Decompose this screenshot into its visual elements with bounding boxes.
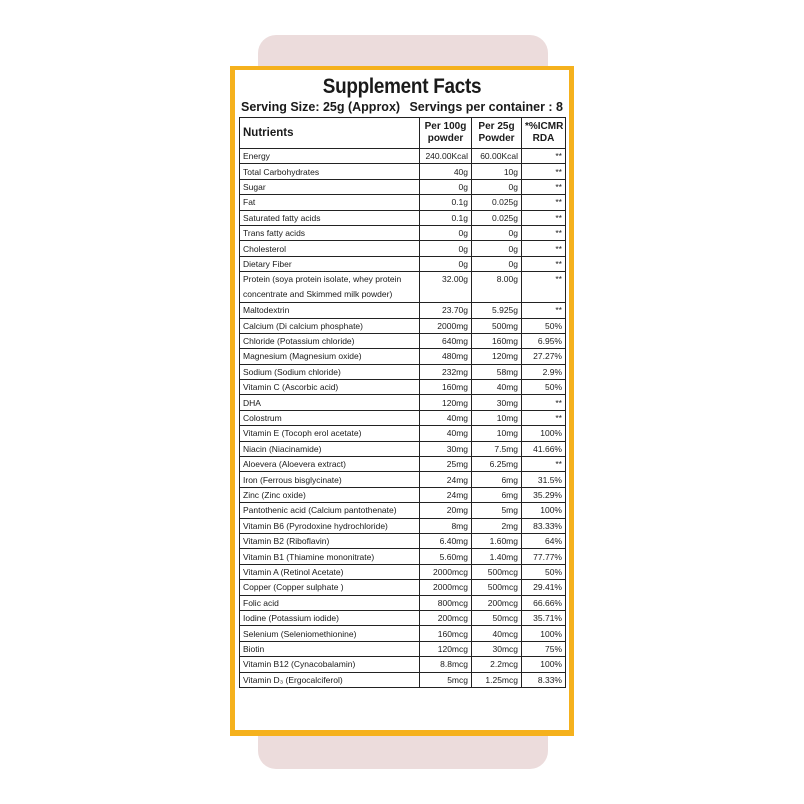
table-row	[240, 225, 566, 240]
nutrient-name: Maltodextrin	[240, 303, 420, 318]
table-row	[240, 256, 566, 271]
rda-value: 77.77%	[522, 549, 566, 564]
rda-value: 8.33%	[522, 672, 566, 687]
nutrient-name: Total Carbohydrates	[240, 164, 420, 179]
serving-info	[239, 100, 565, 115]
nutrient-name: Niacin (Niacinamide)	[240, 441, 420, 456]
per-25g-value: 10mg	[472, 426, 522, 441]
table-row	[240, 641, 566, 656]
header-nutrients: Nutrients	[240, 118, 420, 149]
table-row	[240, 626, 566, 641]
per-25g-value: 0g	[472, 241, 522, 256]
per-25g-value: 500mcg	[472, 580, 522, 595]
per-100g-value: 2000mcg	[420, 564, 472, 579]
per-25g-value: 120mg	[472, 349, 522, 364]
per-25g-value: 58mg	[472, 364, 522, 379]
table-row	[240, 241, 566, 256]
rda-value: **	[522, 164, 566, 179]
header-rda-line1: *%ICMR	[525, 121, 564, 132]
header-per-100g	[420, 118, 472, 149]
per-100g-value: 0g	[420, 241, 472, 256]
per-100g-value: 24mg	[420, 472, 472, 487]
table-row	[240, 457, 566, 472]
rda-value: **	[522, 195, 566, 210]
rda-value: 75%	[522, 641, 566, 656]
per-100g-value: 5.60mg	[420, 549, 472, 564]
rda-value: **	[522, 457, 566, 472]
table-row	[240, 395, 566, 410]
per-100g-value: 0g	[420, 179, 472, 194]
nutrient-name: Zinc (Zinc oxide)	[240, 487, 420, 502]
nutrient-name: DHA	[240, 395, 420, 410]
rda-value: 35.29%	[522, 487, 566, 502]
per-25g-value: 50mcg	[472, 610, 522, 625]
table-row	[240, 549, 566, 564]
rda-value: **	[522, 410, 566, 425]
per-100g-value: 5mcg	[420, 672, 472, 687]
per-100g-value: 32.00g	[420, 272, 472, 303]
nutrient-name: Cholesterol	[240, 241, 420, 256]
per-25g-value: 500mcg	[472, 564, 522, 579]
table-row	[240, 518, 566, 533]
header-per-25g-line1: Per 25g	[478, 121, 515, 132]
rda-value: 27.27%	[522, 349, 566, 364]
per-100g-value: 0g	[420, 256, 472, 271]
table-row	[240, 333, 566, 348]
per-100g-value: 120mcg	[420, 641, 472, 656]
rda-value: 100%	[522, 626, 566, 641]
rda-value: 35.71%	[522, 610, 566, 625]
panel-title: Supplement Facts	[322, 75, 482, 98]
nutrient-name: Colostrum	[240, 410, 420, 425]
per-25g-value: 2mg	[472, 518, 522, 533]
nutrient-name: Vitamin A (Retinol Acetate)	[240, 564, 420, 579]
per-100g-value: 40mg	[420, 426, 472, 441]
per-100g-value: 240.00Kcal	[420, 149, 472, 164]
nutrient-name: Copper (Copper sulphate )	[240, 580, 420, 595]
nutrient-name: Fat	[240, 195, 420, 210]
nutrient-name: Pantothenic acid (Calcium pantothenate)	[240, 503, 420, 518]
per-25g-value: 1.60mg	[472, 533, 522, 548]
header-per-100g-line1: Per 100g	[424, 121, 467, 132]
table-row	[240, 533, 566, 548]
nutrient-name: Selenium (Seleniomethionine)	[240, 626, 420, 641]
nutrient-name: Sodium (Sodium chloride)	[240, 364, 420, 379]
rda-value: 50%	[522, 318, 566, 333]
per-25g-value: 6mg	[472, 487, 522, 502]
table-row	[240, 441, 566, 456]
per-25g-value: 40mcg	[472, 626, 522, 641]
header-per-25g	[472, 118, 522, 149]
per-100g-value: 800mcg	[420, 595, 472, 610]
facts-body	[240, 149, 566, 688]
rda-value: **	[522, 179, 566, 194]
per-100g-value: 480mg	[420, 349, 472, 364]
table-row	[240, 426, 566, 441]
nutrient-name: Aloevera (Aloevera extract)	[240, 457, 420, 472]
nutrient-name: Energy	[240, 149, 420, 164]
per-100g-value: 6.40mg	[420, 533, 472, 548]
table-row	[240, 610, 566, 625]
per-25g-value: 6.25mg	[472, 457, 522, 472]
rda-value: 100%	[522, 426, 566, 441]
table-row	[240, 472, 566, 487]
header-rda	[522, 118, 566, 149]
per-25g-value: 30mcg	[472, 641, 522, 656]
rda-value: **	[522, 241, 566, 256]
rda-value: 2.9%	[522, 364, 566, 379]
per-25g-value: 2.2mcg	[472, 657, 522, 672]
rda-value: 100%	[522, 503, 566, 518]
per-25g-value: 10mg	[472, 410, 522, 425]
rda-value: **	[522, 395, 566, 410]
table-row	[240, 487, 566, 502]
per-100g-value: 0g	[420, 225, 472, 240]
per-25g-value: 1.25mcg	[472, 672, 522, 687]
rda-value: 50%	[522, 380, 566, 395]
per-100g-value: 8.8mcg	[420, 657, 472, 672]
per-100g-value: 640mg	[420, 333, 472, 348]
per-100g-value: 23.70g	[420, 303, 472, 318]
rda-value: 41.66%	[522, 441, 566, 456]
per-100g-value: 160mcg	[420, 626, 472, 641]
rda-value: **	[522, 210, 566, 225]
nutrient-name: Calcium (Di calcium phosphate)	[240, 318, 420, 333]
table-row	[240, 303, 566, 318]
nutrient-name: Vitamin E (Tocoph erol acetate)	[240, 426, 420, 441]
per-100g-value: 2000mcg	[420, 580, 472, 595]
table-row	[240, 179, 566, 194]
per-25g-value: 30mg	[472, 395, 522, 410]
per-25g-value: 10g	[472, 164, 522, 179]
per-25g-value: 5.925g	[472, 303, 522, 318]
serving-size: Serving Size: 25g (Approx)	[241, 100, 401, 114]
table-header-row	[240, 118, 566, 149]
nutrient-name: Dietary Fiber	[240, 256, 420, 271]
rda-value: 83.33%	[522, 518, 566, 533]
table-row	[240, 410, 566, 425]
header-per-100g-line2: powder	[427, 133, 464, 144]
per-25g-value: 0g	[472, 225, 522, 240]
rda-value: **	[522, 272, 566, 303]
table-row	[240, 380, 566, 395]
table-row	[240, 318, 566, 333]
nutrient-name: Iodine (Potassium iodide)	[240, 610, 420, 625]
nutrient-name: Protein (soya protein isolate, whey protein concentrate and Skimmed milk powder)	[240, 272, 420, 303]
per-100g-value: 0.1g	[420, 210, 472, 225]
table-row	[240, 210, 566, 225]
header-per-25g-line2: Powder	[478, 133, 515, 144]
rda-value: 31.5%	[522, 472, 566, 487]
nutrient-name: Magnesium (Magnesium oxide)	[240, 349, 420, 364]
table-row	[240, 657, 566, 672]
rda-value: **	[522, 149, 566, 164]
nutrient-name: Vitamin B1 (Thiamine mononitrate)	[240, 549, 420, 564]
rda-value: **	[522, 225, 566, 240]
per-100g-value: 40mg	[420, 410, 472, 425]
table-row	[240, 595, 566, 610]
per-100g-value: 120mg	[420, 395, 472, 410]
table-row	[240, 580, 566, 595]
nutrient-name: Vitamin B6 (Pyrodoxine hydrochloride)	[240, 518, 420, 533]
table-row	[240, 272, 566, 303]
per-25g-value: 160mg	[472, 333, 522, 348]
nutrient-name: Vitamin B12 (Cynacobalamin)	[240, 657, 420, 672]
table-row	[240, 564, 566, 579]
per-25g-value: 0.025g	[472, 195, 522, 210]
table-row	[240, 364, 566, 379]
table-row	[240, 349, 566, 364]
table-row	[240, 149, 566, 164]
rda-value: **	[522, 256, 566, 271]
per-25g-value: 500mg	[472, 318, 522, 333]
per-25g-value: 6mg	[472, 472, 522, 487]
per-25g-value: 0.025g	[472, 210, 522, 225]
per-25g-value: 8.00g	[472, 272, 522, 303]
per-100g-value: 160mg	[420, 380, 472, 395]
header-rda-line2: RDA	[532, 133, 555, 144]
nutrient-name: Saturated fatty acids	[240, 210, 420, 225]
rda-value: 100%	[522, 657, 566, 672]
rda-value: 6.95%	[522, 333, 566, 348]
per-100g-value: 200mcg	[420, 610, 472, 625]
per-25g-value: 1.40mg	[472, 549, 522, 564]
rda-value: 29.41%	[522, 580, 566, 595]
per-25g-value: 5mg	[472, 503, 522, 518]
table-row	[240, 672, 566, 687]
nutrient-name: Biotin	[240, 641, 420, 656]
nutrient-name: Vitamin B2 (Riboflavin)	[240, 533, 420, 548]
per-100g-value: 40g	[420, 164, 472, 179]
table-row	[240, 195, 566, 210]
rda-value: **	[522, 303, 566, 318]
per-100g-value: 232mg	[420, 364, 472, 379]
rda-value: 66.66%	[522, 595, 566, 610]
nutrient-name: Iron (Ferrous bisglycinate)	[240, 472, 420, 487]
per-25g-value: 0g	[472, 179, 522, 194]
supplement-facts-panel	[235, 70, 569, 730]
facts-table	[239, 117, 566, 688]
per-100g-value: 25mg	[420, 457, 472, 472]
per-100g-value: 8mg	[420, 518, 472, 533]
table-row	[240, 503, 566, 518]
nutrient-name: Vitamin D₃ (Ergocalciferol)	[240, 672, 420, 687]
per-100g-value: 24mg	[420, 487, 472, 502]
per-25g-value: 60.00Kcal	[472, 149, 522, 164]
nutrient-name: Chloride (Potassium chloride)	[240, 333, 420, 348]
rda-value: 50%	[522, 564, 566, 579]
nutrient-name: Trans fatty acids	[240, 225, 420, 240]
per-25g-value: 7.5mg	[472, 441, 522, 456]
servings-per-container: Servings per container : 8	[409, 100, 563, 114]
per-25g-value: 0g	[472, 256, 522, 271]
per-100g-value: 2000mg	[420, 318, 472, 333]
nutrient-name: Sugar	[240, 179, 420, 194]
table-row	[240, 164, 566, 179]
per-25g-value: 40mg	[472, 380, 522, 395]
nutrient-name: Vitamin C (Ascorbic acid)	[240, 380, 420, 395]
per-100g-value: 20mg	[420, 503, 472, 518]
rda-value: 64%	[522, 533, 566, 548]
nutrient-name: Folic acid	[240, 595, 420, 610]
per-25g-value: 200mcg	[472, 595, 522, 610]
per-100g-value: 0.1g	[420, 195, 472, 210]
per-100g-value: 30mg	[420, 441, 472, 456]
